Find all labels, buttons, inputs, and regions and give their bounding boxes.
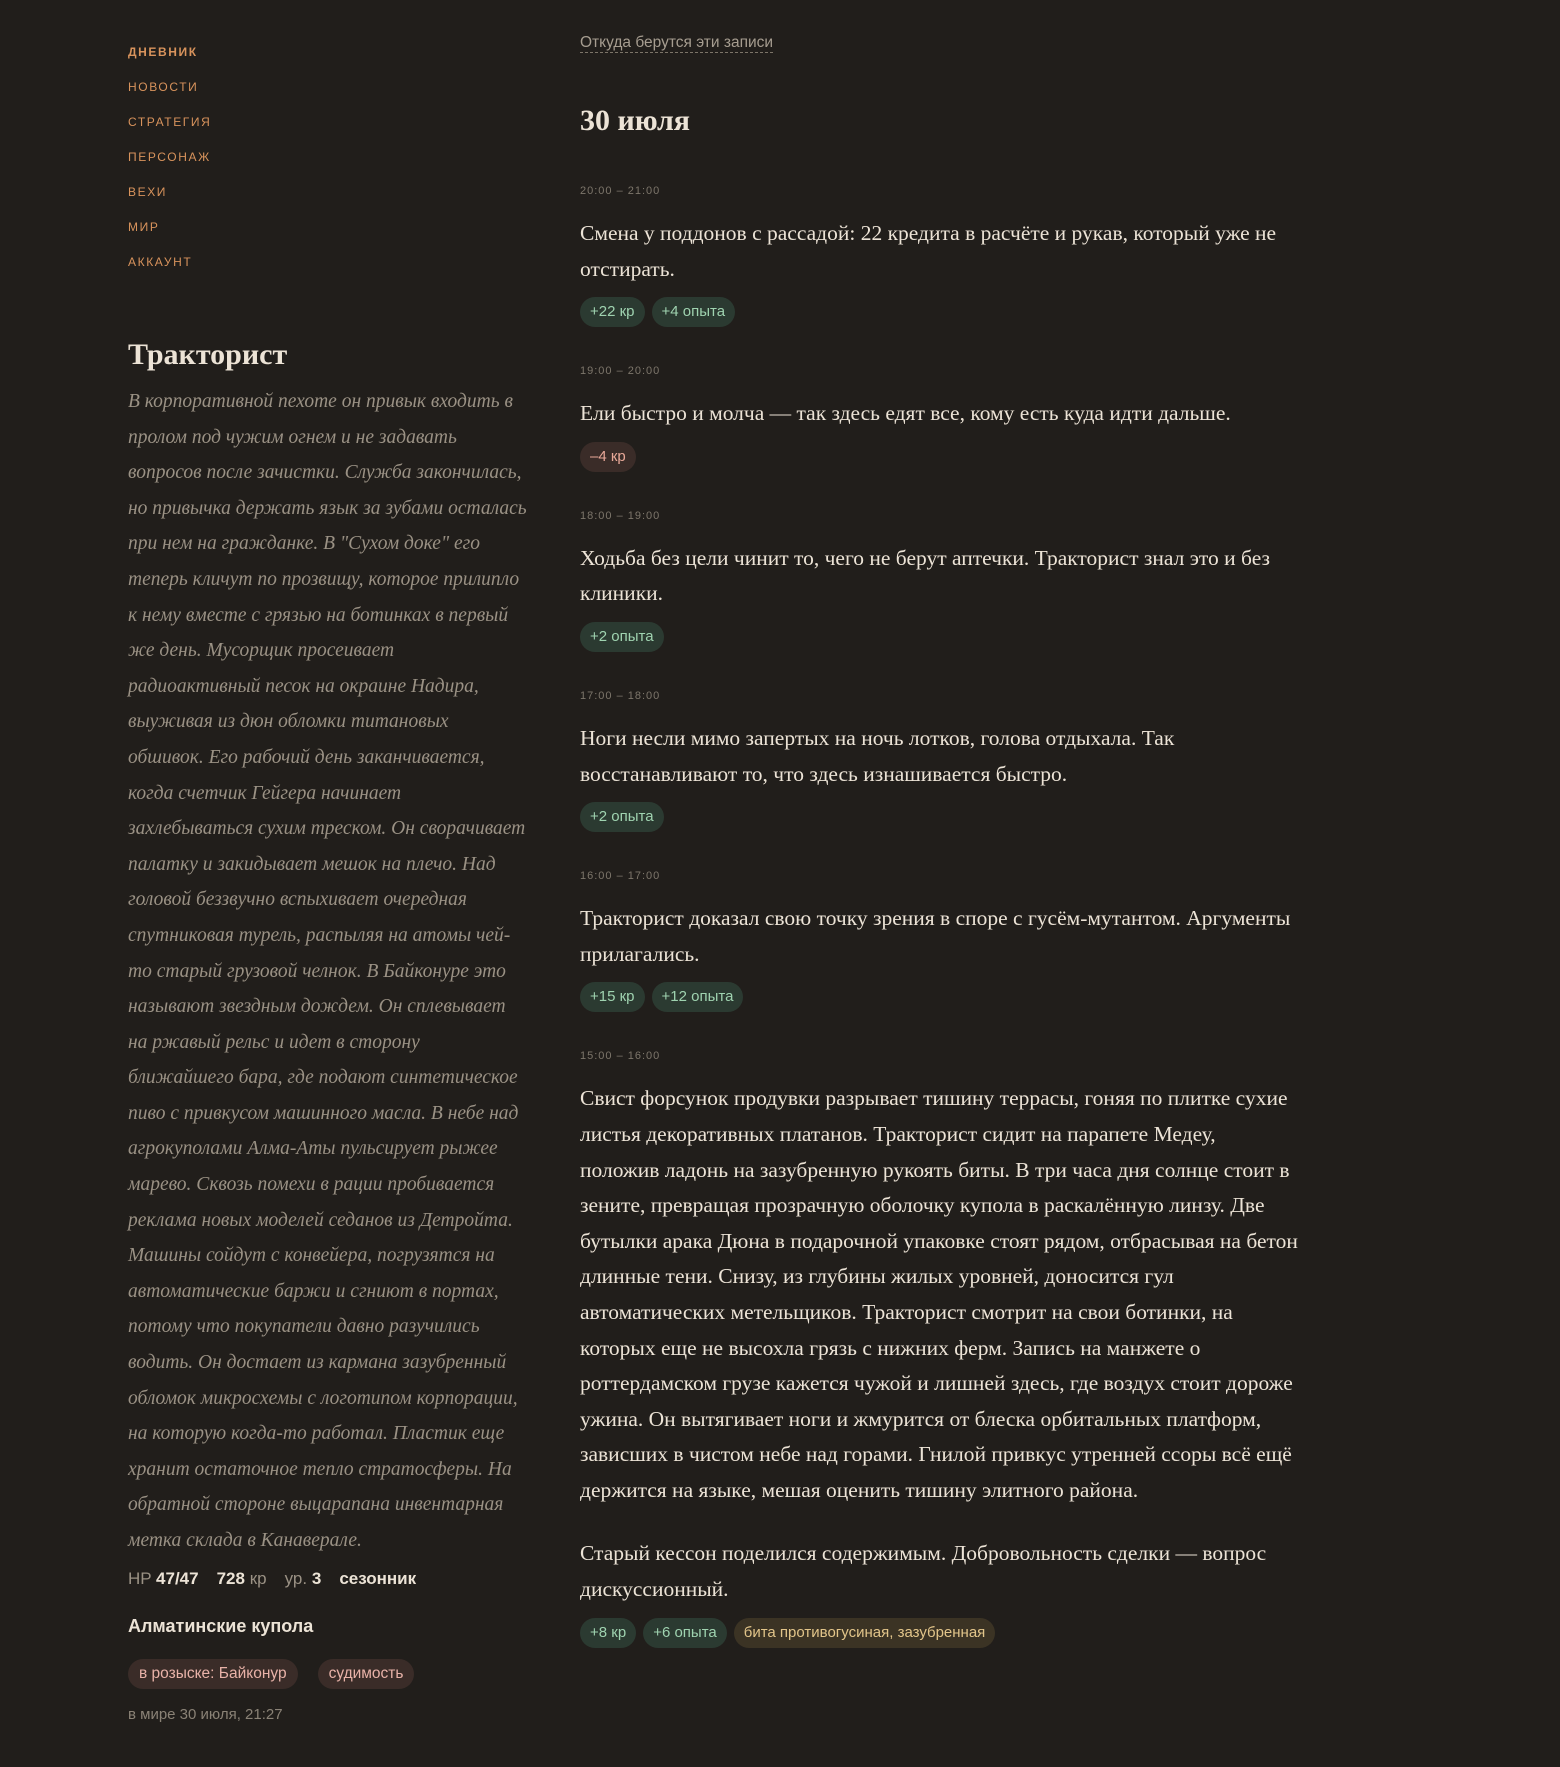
nav-item-account[interactable]: АККАУНТ bbox=[128, 255, 193, 269]
diary-entry bbox=[580, 1049, 1300, 1647]
status-tag-wanted: в розыске: Байконур bbox=[128, 1659, 298, 1689]
diary-entry bbox=[580, 184, 1300, 327]
entry-text: Ходьба без цели чинит то, чего не берут аптечки. Тракторист знал это и без клиники. bbox=[580, 545, 1270, 606]
entry-text: Ели быстро и молча — так здесь едят все, кому есть куда идти дальше. bbox=[580, 401, 1231, 426]
role-label: сезонник bbox=[339, 1568, 417, 1588]
reward-badge: +4 опыта bbox=[652, 297, 736, 327]
level-stat bbox=[285, 1565, 322, 1593]
diary-main bbox=[580, 34, 1300, 1648]
entry-time: 15:00 – 16:00 bbox=[580, 1050, 661, 1063]
nav-item-strategy[interactable]: СТРАТЕГИЯ bbox=[128, 115, 212, 129]
sidebar bbox=[128, 44, 528, 1723]
location: Алматинские купола bbox=[128, 1615, 314, 1636]
character-name: Тракторист bbox=[128, 338, 288, 371]
item-reward-badge: бита противогусиная, зазубренная bbox=[734, 1618, 996, 1648]
entry-rewards bbox=[580, 982, 1300, 1012]
entry-rewards bbox=[580, 442, 1300, 472]
entry-rewards bbox=[580, 802, 1300, 832]
diary-entry bbox=[580, 364, 1300, 472]
entry-text: Тракторист доказал свою точку зрения в споре с гусём-мутантом. Аргументы прилагались. bbox=[580, 906, 1291, 966]
entry-time: 17:00 – 18:00 bbox=[580, 689, 661, 702]
reward-badge: +15 кр bbox=[580, 982, 645, 1012]
credits-stat bbox=[217, 1565, 267, 1593]
nav-item-character[interactable]: ПЕРСОНАЖ bbox=[128, 150, 211, 164]
reward-badge: +2 опыта bbox=[580, 622, 664, 652]
entry-text: Смена у поддонов с рассадой: 22 кредита в расчёте и рукав, который уже не отстирать. bbox=[580, 221, 1277, 281]
entry-rewards bbox=[580, 297, 1300, 327]
nav-item-diary[interactable]: ДНЕВНИК bbox=[128, 45, 198, 59]
level-label: ур. bbox=[284, 1568, 308, 1588]
entry-time: 20:00 – 21:00 bbox=[580, 185, 661, 197]
credits-label: кр bbox=[249, 1568, 267, 1588]
diary-entry bbox=[580, 689, 1300, 832]
reward-badge: +8 кр bbox=[580, 1618, 636, 1648]
world-time: в мире 30 июля, 21:27 bbox=[128, 1705, 283, 1723]
character-stats bbox=[128, 1565, 528, 1593]
status-tag-conviction: судимость bbox=[318, 1659, 415, 1689]
main-nav bbox=[128, 44, 528, 289]
entry-rewards bbox=[580, 1618, 1300, 1648]
entry-text: Старый кессон поделился содержимым. Добровольность сделки — вопрос дискуссионный. bbox=[580, 1541, 1267, 1602]
credits-value: 728 bbox=[216, 1568, 245, 1588]
diary-entry bbox=[580, 869, 1300, 1012]
entry-rewards bbox=[580, 622, 1300, 652]
diary-entries bbox=[580, 184, 1300, 1648]
reward-badge: +22 кр bbox=[580, 297, 645, 327]
reward-badge: +2 опыта bbox=[580, 802, 664, 832]
entry-time: 19:00 – 20:00 bbox=[580, 365, 661, 378]
hp-stat bbox=[128, 1565, 199, 1593]
entry-text: Ноги несли мимо запертых на ночь лотков, голова отдыхала. Так восстанавливают то, что здесь изнашивается быстро. bbox=[580, 725, 1175, 786]
hp-value: 47/47 bbox=[156, 1568, 199, 1588]
character-bio: В корпоративной пехоте он привык входить в пролом под чужим огнем и не задавать вопросов после зачистки. Служба закончилась, но привычка держать язык за зубами осталась при нем на гражданке. В "Сухом доке" его теперь кличут по прозвищу, которое прилипло к нему вместе с грязью на ботинках в первый же день. Мусорщик просеивает радиоактивный песок на окраине Надира, выуживая из дюн обломки титановых обшивок. Его рабочий день заканчивается, когда счетчик Гейгера начинает захлебываться сухим треском. Он сворачивает палатку и закидывает мешок на плечо. Над головой беззвучно вспыхивает очередная спутниковая турель, распыляя на атомы чей-то старый грузовой челнок. В Байконуре это называют звездным дождем. Он сплевывает на ржавый рельс и идет в сторону ближайшего бара, где подают синтетическое пиво с привкусом машинного масла. В небе над агрокуполами Алма-Аты пульсирует рыжее марево. Сквозь помехи в рации пробивается реклама новых моделей седанов из Детройта. Машины сойдут с конвейера, погрузятся на автоматические баржи и сгниют в портах, потому что покупатели давно разучились водить. Он достает из кармана зазубренный обломок микросхемы с логотипом корпорации, на которую когда-то работал. Пластик еще хранит остаточное тепло стратосферы. На обратной стороне выцарапана инвентарная метка склада в Канаверале. bbox=[128, 391, 527, 1551]
source-info-link[interactable]: Откуда берутся эти записи bbox=[580, 34, 774, 51]
nav-item-milestones[interactable]: ВЕХИ bbox=[128, 185, 168, 199]
entry-time: 18:00 – 19:00 bbox=[580, 509, 661, 522]
day-title: 30 июля bbox=[580, 104, 691, 137]
expense-badge: –4 кр bbox=[580, 442, 636, 472]
entry-text: Свист форсунок продувки разрывает тишину террасы, гоняя по плитке сухие листья декоративных платанов. Тракторист сидит на парапете Медеу, положив ладонь на зазубренную рукоять биты. В три часа дня солнце стоит в зените, превращая прозрачную оболочку купола в раскалённую линзу. Две бутылки арака Дюна в подарочной упаковке стоят рядом, отбрасывая на бетон длинные тени. Снизу, из глубины жилых уровней, доносится гул автоматических метельщиков. Тракторист смотрит на свои ботинки, на которых еще не высохла грязь с нижних ферм. Запись на манжете о роттердамском грузе кажется чужой и лишней здесь, где воздух стоит дороже ужина. Он вытягивает ноги и жмурится от блеска орбитальных платформ, зависших в чистом небе над горами. Гнилой привкус утренней ссоры всё ещё держится на языке, мешая оценить тишину элитного района. bbox=[580, 1086, 1298, 1502]
level-value: 3 bbox=[311, 1568, 322, 1588]
reward-badge: +6 опыта bbox=[643, 1618, 727, 1648]
nav-item-world[interactable]: МИР bbox=[128, 220, 160, 234]
reward-badge: +12 опыта bbox=[652, 982, 744, 1012]
nav-item-news[interactable]: НОВОСТИ bbox=[128, 80, 199, 94]
diary-entry bbox=[580, 509, 1300, 652]
status-tags bbox=[128, 1659, 528, 1689]
entry-time: 16:00 – 17:00 bbox=[580, 870, 661, 883]
hp-label: HP bbox=[128, 1568, 152, 1588]
